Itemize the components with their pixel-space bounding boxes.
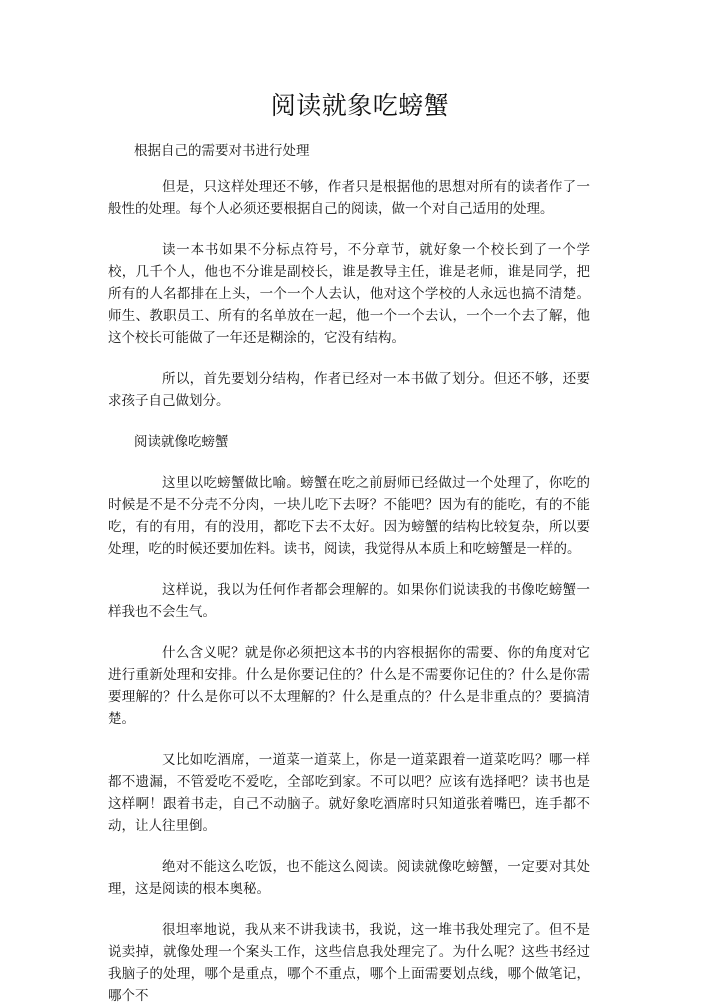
article-body <box>108 140 590 1007</box>
paragraph-7: 又比如吃酒席，一道菜一道菜上，你是一道菜跟着一道菜吃吗？哪一样都不遗漏，不管爱吃不爱吃，全部吃到家。不可以吧？应该有选择吧？读书也是这样啊！跟着书走，自己不动脑子。就好象吃酒席时只知道张着嘴巴，连手都不动，让人往里倒。 <box>108 752 590 834</box>
paragraph-6: 什么含义呢？就是你必须把这本书的内容根据你的需要、你的角度对它进行重新处理和安排。什么是你要记住的？什么是不需要你记住的？什么是你需要理解的？什么是你可以不太理解的？什么是重点的？什么是非重点的？要搞清楚。 <box>108 645 590 727</box>
paragraph-3: 所以，首先要划分结构，作者已经对一本书做了划分。但还不够，还要求孩子自己做划分。 <box>108 371 590 409</box>
paragraph-9: 很坦率地说，我从来不讲我读书，我说，这一堆书我处理完了。但不是说卖掉，就像处理一个案头工作，这些信息我处理完了。为什么呢？这些书经过我脑子的处理，哪个是重点，哪个不重点，哪个上面需要划点线，哪个做笔记，哪个不 <box>108 922 590 1004</box>
section-heading-2: 阅读就像吃螃蟹 <box>134 434 229 450</box>
paragraph-8: 绝对不能这么吃饭，也不能这么阅读。阅读就像吃螃蟹，一定要对其处理，这是阅读的根本奥秘。 <box>108 859 590 897</box>
page-title: 阅读就象吃螃蟹 <box>270 91 450 120</box>
paragraph-4: 这里以吃螃蟹做比喻。螃蟹在吃之前厨师已经做过一个处理了，你吃的时候是不是不分壳不分肉，一块儿吃下去呀？不能吧？因为有的能吃，有的不能吃，有的有用，有的没用，都吃下去不太好。因为螃蟹的结构比较复杂，所以要处理，吃的时候还要加佐料。读书，阅读，我觉得从本质上和吃螃蟹是一样的。 <box>108 475 590 557</box>
paragraph-5: 这样说，我以为任何作者都会理解的。如果你们说读我的书像吃螃蟹一样我也不会生气。 <box>108 582 590 620</box>
paragraph-1: 但是，只这样处理还不够，作者只是根据他的思想对所有的读者作了一般性的处理。每个人必须还要根据自己的阅读，做一个对自己适用的处理。 <box>108 179 590 217</box>
section-heading-1: 根据自己的需要对书进行处理 <box>134 143 310 159</box>
paragraph-2: 读一本书如果不分标点符号，不分章节，就好象一个校长到了一个学校，几千个人，他也不分谁是副校长，谁是教导主任，谁是老师，谁是同学，把所有的人名都排在上头，一个一个人去认，他对这个学校的人永远也搞不清楚。师生、教职员工、所有的名单放在一起，他一个一个去认，一个一个去了解，他这个校长可能做了一年还是糊涂的，它没有结构。 <box>108 242 590 346</box>
